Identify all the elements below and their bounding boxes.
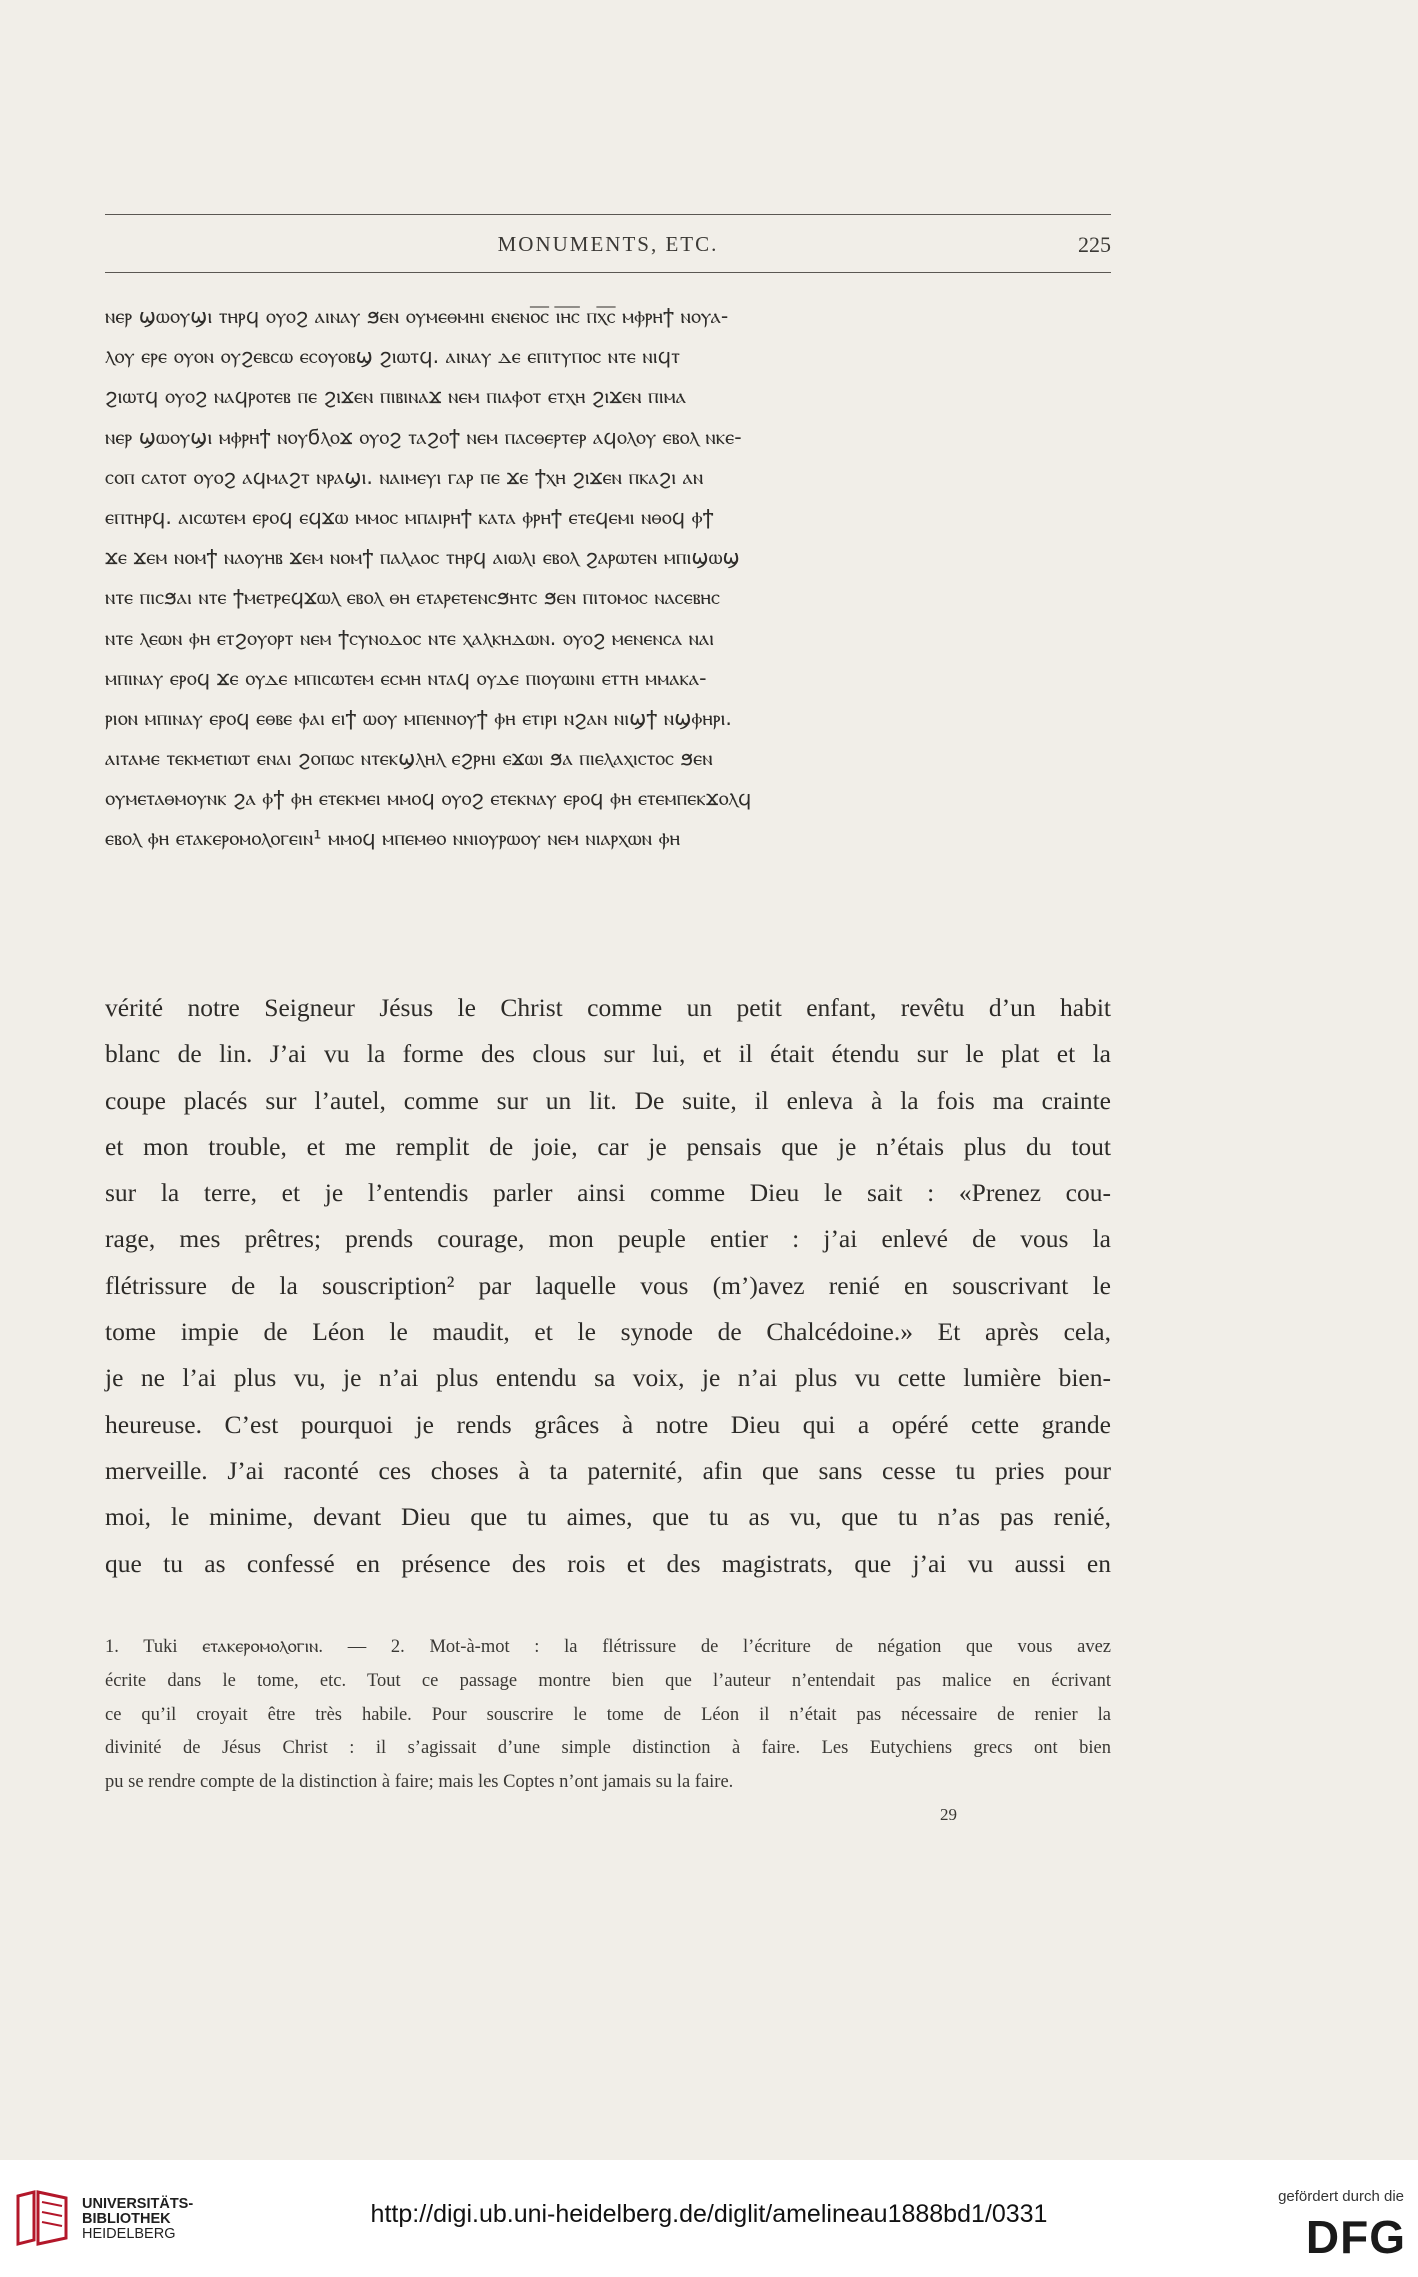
footnote-line: écrite dans le tome, etc. Tout ce passage montre bien que l’auteur n’entendait pas malice en écrivant [105,1670,1111,1691]
funded-by-label: gefördert durch die [1278,2188,1404,2205]
french-line: vérité notre Seigneur Jésus le Christ comme un petit enfant, revêtu d’un habit [105,993,1111,1022]
coptic-line: ⲛⲉⲣ ϣⲱⲟⲩϣⲓ ⲧⲏⲣϥ ⲟⲩⲟϩ ⲁⲓⲛⲁⲩ ϧⲉⲛ ⲟⲩⲙⲉⲑⲙⲏⲓ ⲉⲛⲉⲛⲟ̅ⲥ̅ ⲓ̅ⲏ̅ⲥ̅ ⲡⲭ̅ⲥ̅ ⲙⲫⲣⲏϯ ⲛⲟⲩⲁ- [105,304,729,328]
coptic-line: ⲁⲓⲧⲁⲙⲉ ⲧⲉⲕⲙⲉⲧⲓⲱⲧ ⲉⲛⲁⲓ ϩⲟⲡⲱⲥ ⲛⲧⲉⲕϣⲗⲏⲗ ⲉϩⲣⲏⲓ ⲉϫⲱⲓ ϧⲁ ⲡⲓⲉⲗⲁⲭⲓⲥⲧⲟⲥ ϧⲉⲛ [105,746,713,771]
coptic-line: ⲉⲃⲟⲗ ⲫⲏ ⲉⲧⲁⲕⲉⲣⲟⲙⲟⲗⲟⲅⲉⲓⲛ¹ ⲙⲙⲟϥ ⲙⲡⲉⲙⲑⲟ ⲛⲛⲓⲟⲩⲣⲱⲟⲩ ⲛⲉⲙ ⲛⲓⲁⲣⲭⲱⲛ ⲫⲏ [105,826,681,851]
coptic-line: ⲛⲧⲉ ⲡⲓⲥϧⲁⲓ ⲛⲧⲉ ϯⲙⲉⲧⲣⲉϥϫⲱⲗ ⲉⲃⲟⲗ ⲑⲏ ⲉⲧⲁⲣⲉⲧⲉⲛⲥϧⲏⲧⲥ ϧⲉⲛ ⲡⲓⲧⲟⲙⲟⲥ ⲛⲁⲥⲉⲃⲏⲥ [105,585,720,610]
coptic-text-block [105,296,1111,859]
footnote-line: ce qu’il croyait être très habile. Pour souscrire le tome de Léon il n’était pas nécessaire de renier la [105,1704,1111,1725]
page-number: 225 [1078,232,1111,257]
french-line: que tu as confessé en présence des rois et des magistrats, que j’ai vu aussi en [105,1548,1111,1578]
signature-mark: 29 [940,1805,957,1824]
page-header [105,232,1111,268]
french-line: je ne l’ai plus vu, je n’ai plus entendu sa voix, je n’ai plus vu cette lumière bien- [105,1363,1111,1393]
coptic-line: ϫⲉ ϫⲉⲙ ⲛⲟⲙϯ ⲛⲁⲟⲩⲏⲃ ϫⲉⲙ ⲛⲟⲙϯ ⲡⲁⲗⲁⲟⲥ ⲧⲏⲣϥ ⲁⲓⲱⲗⲓ ⲉⲃⲟⲗ ϩⲁⲣⲱⲧⲉⲛ ⲙⲡⲓϣⲱϣ [105,545,740,570]
running-title: MONUMENTS, ETC. [497,232,719,256]
french-line: et mon trouble, et me remplit de joie, car je pensais que je n’étais plus du tout [105,1131,1111,1161]
french-line: tome impie de Léon le maudit, et le synode de Chalcédoine.» Et après cela, [105,1317,1111,1347]
french-line: flétrissure de la souscription² par laquelle vous (m’)avez renié en souscrivant le [105,1270,1111,1300]
coptic-line: ⲣⲓⲟⲛ ⲙⲡⲓⲛⲁⲩ ⲉⲣⲟϥ ⲉⲑⲃⲉ ⲫⲁⲓ ⲉⲓϯ ⲱⲟⲩ ⲙⲡⲉⲛⲛⲟⲩϯ ⲫⲏ ⲉⲧⲓⲣⲓ ⲛϩⲁⲛ ⲛⲓϣϯ ⲛϣⲫⲏⲣⲓ. [105,705,732,730]
coptic-line: ⲗⲟⲩ ⲉⲣⲉ ⲟⲩⲟⲛ ⲟⲩϩⲉⲃⲥⲱ ⲉⲥⲟⲩⲟⲃϣ ϩⲓⲱⲧϥ. ⲁⲓⲛⲁⲩ ⲇⲉ ⲉⲡⲓⲧⲩⲡⲟⲥ ⲛⲧⲉ ⲛⲓϥⲧ [105,344,680,369]
footnote-line: divinité de Jésus Christ : il s’agissait d’une simple distinction à faire. Les Eutychiens grecs ont bien [105,1738,1111,1759]
digitization-footer [0,2160,1418,2277]
top-rule [105,214,1111,215]
coptic-line: ⲉⲡⲧⲏⲣϥ. ⲁⲓⲥⲱⲧⲉⲙ ⲉⲣⲟϥ ⲉϥϫⲱ ⲙⲙⲟⲥ ⲙⲡⲁⲓⲣⲏϯ ⲕⲁⲧⲁ ⲫⲣⲏϯ ⲉⲧⲉϥⲉⲙⲓ ⲛⲑⲟϥ ⲫϯ [105,504,714,529]
french-line: moi, le minime, devant Dieu que tu aimes, que tu as vu, que tu n’as pas renié, [105,1502,1111,1532]
french-line: coupe placés sur l’autel, comme sur un lit. De suite, il enleva à la fois ma crainte [105,1085,1111,1115]
library-name: UNIVERSITÄTS- BIBLIOTHEK HEIDELBERG [82,2196,194,2242]
coptic-line: ⲙⲡⲓⲛⲁⲩ ⲉⲣⲟϥ ϫⲉ ⲟⲩⲇⲉ ⲙⲡⲓⲥⲱⲧⲉⲙ ⲉⲥⲙⲏ ⲛⲧⲁϥ ⲟⲩⲇⲉ ⲡⲓⲟⲩⲱⲓⲛⲓ ⲉⲧⲧⲏ ⲙⲙⲁⲕⲁ- [105,665,707,690]
source-url-link[interactable]: http://digi.ub.uni-heidelberg.de/diglit/amelineau1888bd1/0331 [370,2200,1048,2228]
header-rule [105,272,1111,273]
footnotes-block [105,1631,1111,1800]
french-line: heureuse. C’est pourquoi je rends grâces à notre Dieu qui a opéré cette grande [105,1409,1111,1439]
dfg-logo: DFG [1305,2211,1406,2263]
french-translation-block [105,985,1111,1587]
coptic-line: ⲥⲟⲡ ⲥⲁⲧⲟⲧ ⲟⲩⲟϩ ⲁϥⲙⲁϩⲧ ⲛⲣⲁϣⲓ. ⲛⲁⲓⲙⲉⲩⲓ ⲅⲁⲣ ⲡⲉ ϫⲉ ϯⲭⲏ ϩⲓϫⲉⲛ ⲡⲕⲁϩⲓ ⲁⲛ [105,464,704,489]
french-line: blanc de lin. J’ai vu la forme des clous sur lui, et il était étendu sur le plat et la [105,1039,1111,1069]
french-line: sur la terre, et je l’entendis parler ainsi comme Dieu le sait : «Prenez cou- [105,1178,1111,1208]
coptic-line: ϩⲓⲱⲧϥ ⲟⲩⲟϩ ⲛⲁϥⲣⲟⲧⲉⲃ ⲡⲉ ϩⲓϫⲉⲛ ⲡⲓⲃⲓⲛⲁϫ ⲛⲉⲙ ⲡⲓⲁⲫⲟⲧ ⲉⲧⲭⲏ ϩⲓϫⲉⲛ ⲡⲓⲙⲁ [105,384,686,409]
coptic-line: ⲟⲩⲙⲉⲧⲁⲑⲙⲟⲩⲛⲕ ϩⲁ ⲫϯ ⲫⲏ ⲉⲧⲉⲕⲙⲉⲓ ⲙⲙⲟϥ ⲟⲩⲟϩ ⲉⲧⲉⲕⲛⲁⲩ ⲉⲣⲟϥ ⲫⲏ ⲉⲧⲉⲙⲡⲉⲕϫⲟⲗϥ [105,786,752,811]
french-line: rage, mes prêtres; prends courage, mon peuple entier : j’ai enlevé de vous la [105,1224,1111,1254]
coptic-line: ⲛⲧⲉ ⲗⲉⲱⲛ ⲫⲏ ⲉⲧϩⲟⲩⲟⲣⲧ ⲛⲉⲙ ϯⲥⲩⲛⲟⲇⲟⲥ ⲛⲧⲉ ⲭⲁⲗⲕⲏⲇⲱⲛ. ⲟⲩⲟϩ ⲙⲉⲛⲉⲛⲥⲁ ⲛⲁⲓ [105,625,715,650]
footnote-line: pu se rendre compte de la distinction à faire; mais les Coptes n’ont jamais su la faire. [105,1772,734,1793]
coptic-line: ⲛⲉⲣ ϣⲱⲟⲩϣⲓ ⲙⲫⲣⲏϯ ⲛⲟⲩϭⲗⲟϫ ⲟⲩⲟϩ ⲧⲁϩⲟϯ ⲛⲉⲙ ⲡⲁⲥⲑⲉⲣⲧⲉⲣ ⲁϥⲟⲗⲟⲩ ⲉⲃⲟⲗ ⲛⲕⲉ- [105,424,742,449]
footnote-line: 1. Tuki ⲉⲧⲁⲕⲉⲣⲟⲙⲟⲗⲟⲅⲓⲛ. — 2. Mot-à-mot : la flétrissure de l’écriture de négation que vous avez [105,1637,1111,1657]
french-line: merveille. J’ai raconté ces choses à ta paternité, afin que sans cesse tu pries pour [105,1455,1111,1485]
